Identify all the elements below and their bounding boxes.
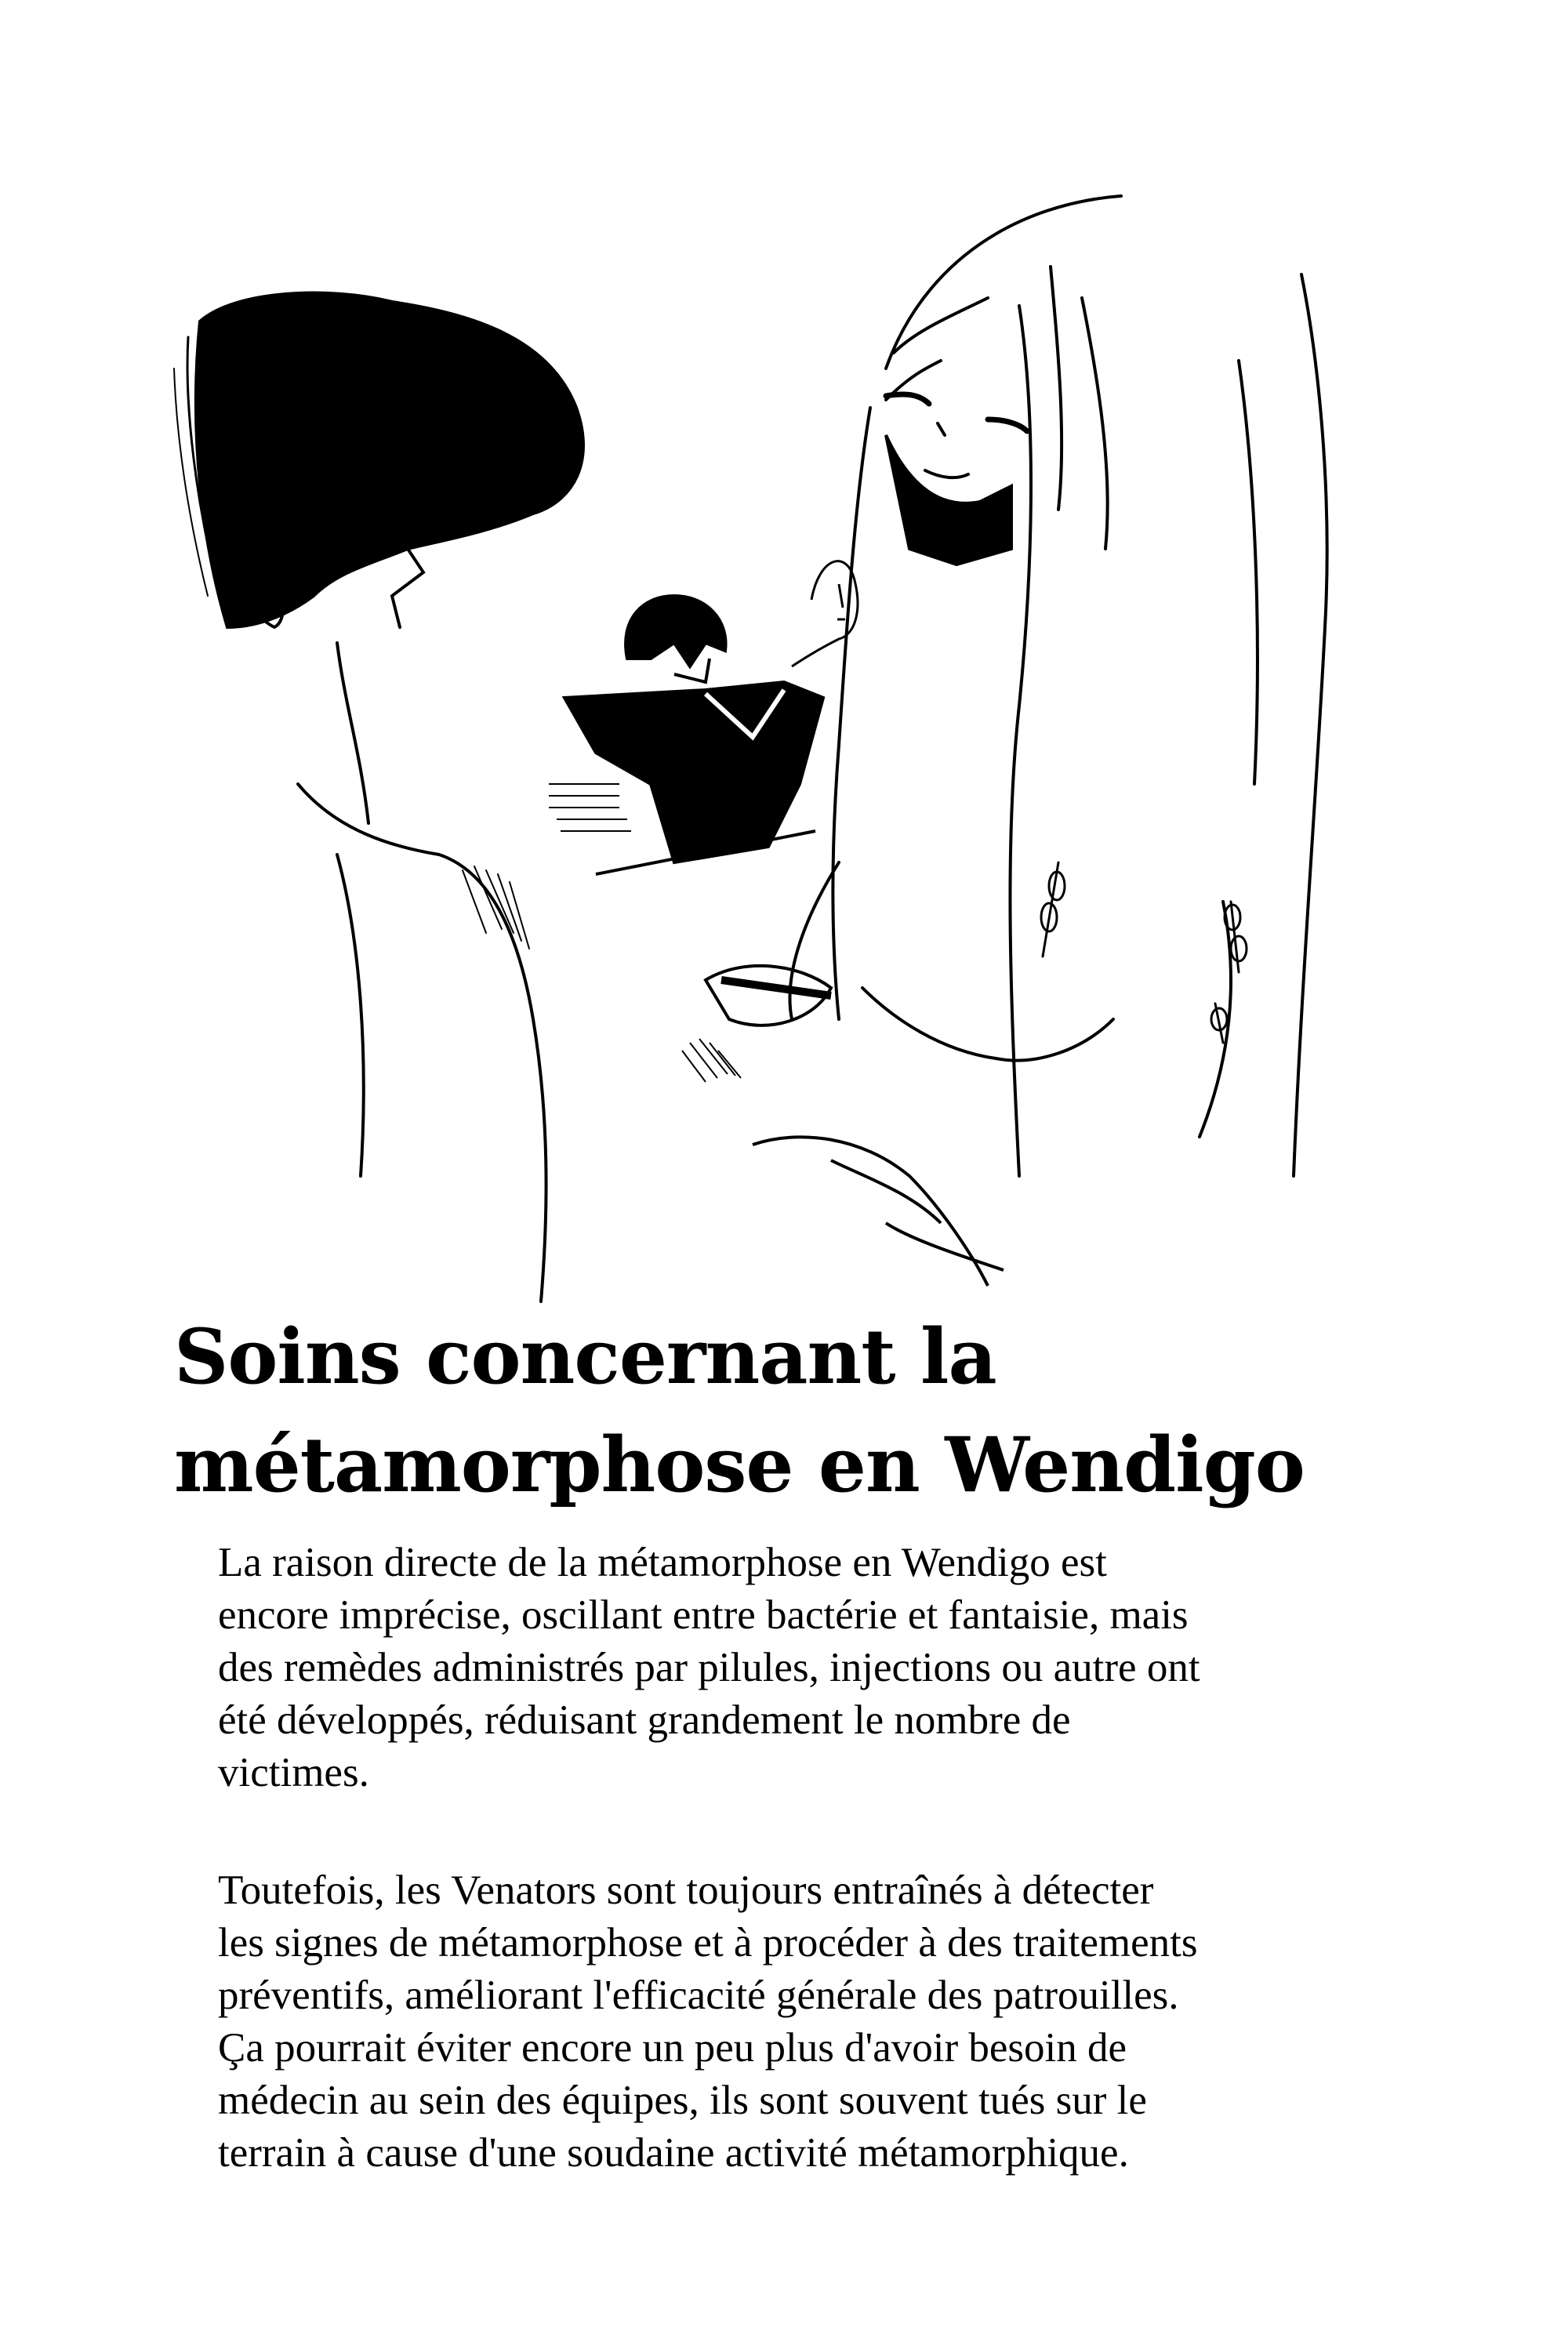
person-with-glasses-figure [174, 293, 583, 1301]
small-figure-hair [626, 596, 725, 666]
small-figure [549, 596, 823, 874]
paragraph-line: Ça pourrait éviter encore un peu plus d'avoir besoin de [218, 2025, 1127, 2071]
paragraph-line: encore imprécise, oscillant entre bactérie et fantaisie, mais [218, 1592, 1189, 1638]
leaf-pattern [1041, 862, 1247, 1043]
joined-hands [682, 966, 1004, 1286]
paragraph-line: La raison directe de la métamorphose en Wendigo est [218, 1540, 1107, 1585]
small-figure-body [564, 682, 823, 862]
closed-eye-left [886, 394, 929, 404]
dark-hair [196, 293, 583, 627]
title-line-2: métamorphose en Wendigo [174, 1421, 1305, 1509]
paragraph-line: les signes de métamorphose et à procéder à des traitements [218, 1920, 1198, 1966]
paragraph-line: été développés, réduisant grandement le nombre de [218, 1697, 1071, 1743]
paragraph-line: des remèdes administrés par pilules, injections ou autre ont [218, 1645, 1200, 1690]
paragraph-line: Toutefois, les Venators sont toujours entraînés à détecter [218, 1868, 1154, 1913]
closed-eye-right [988, 419, 1027, 431]
paragraph-line: terrain à cause d'une soudaine activité métamorphique. [218, 2130, 1129, 2176]
paragraph-1 [218, 1537, 1378, 1799]
title-line-1: Soins concernant la [174, 1312, 996, 1401]
paragraph-line: préventifs, améliorant l'efficacité générale des patrouilles. [218, 1973, 1179, 2018]
paragraph-line: médecin au sein des équipes, ils sont souvent tués sur le [218, 2078, 1147, 2123]
paragraph-line: victimes. [218, 1750, 369, 1795]
paragraph-2 [218, 1864, 1378, 2180]
page-title [174, 1303, 1507, 1519]
long-haired-woman-figure [790, 196, 1327, 1176]
smile [925, 470, 968, 477]
